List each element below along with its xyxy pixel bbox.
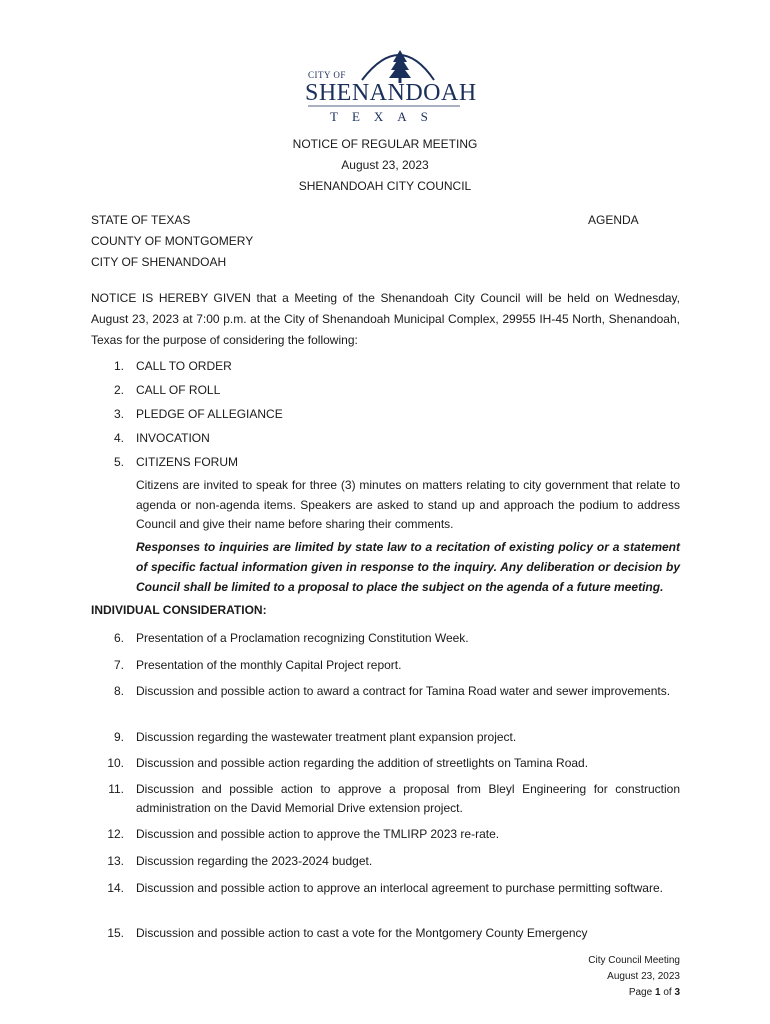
item-number: 3. (113, 407, 124, 421)
footer-page-word: Page (628, 987, 653, 998)
jurisdiction-block (91, 210, 253, 273)
item-number: 5. (113, 455, 124, 469)
item-text: Discussion and possible action to approve the TMLIRP 2023 re-rate. (136, 827, 500, 841)
item-number: 8. (113, 684, 124, 698)
item-text: CITIZENS FORUM (136, 455, 238, 469)
item-number: 12. (107, 827, 124, 841)
item-number: 15. (107, 926, 124, 940)
header-date: August 23, 2023 (341, 158, 429, 172)
item-text: Discussion regarding the 2023-2024 budget. (136, 854, 373, 868)
county-line: COUNTY OF MONTGOMERY (91, 234, 254, 248)
city-line: CITY OF SHENANDOAH (91, 255, 227, 269)
section-heading: INDIVIDUAL CONSIDERATION: (91, 603, 267, 617)
agenda-item (91, 780, 680, 817)
agenda-item (91, 728, 680, 747)
agenda-item (91, 825, 680, 844)
footer-page-current: 1 (654, 987, 661, 998)
item-text: Discussion and possible action to award a contract for Tamina Road water and sewer improvements. (136, 684, 671, 698)
item-text: CALL OF ROLL (136, 383, 221, 397)
item-number: 7. (113, 658, 124, 672)
item-number: 11. (108, 782, 124, 796)
logo-state: TEXAS (330, 109, 442, 124)
logo-city-of: CITY OF (308, 70, 346, 80)
item-text: Discussion and possible action to cast a vote for the Montgomery County Emergency (136, 926, 588, 940)
item-number: 4. (113, 431, 124, 445)
logo-city-name: SHENANDOAH (305, 80, 477, 106)
footer-date: August 23, 2023 (607, 971, 680, 982)
footer-meeting: City Council Meeting (588, 955, 680, 966)
page-footer (588, 953, 680, 1001)
agenda-item (91, 879, 680, 898)
citizens-forum-paragraph: Citizens are invited to speak for three (3) minutes on matters relating to city government that relate to agenda or non-agenda items. Speakers are asked to stand up and approach the podium to address Council and give their name before sharing their comments. (136, 478, 680, 531)
item-text: INVOCATION (136, 431, 210, 445)
agenda-label: AGENDA (588, 213, 639, 227)
item-text: Discussion and possible action to approve a proposal from Bleyl Engineering for construction administration on the David Memorial Drive extension project. (136, 782, 680, 815)
item-number: 14. (107, 881, 124, 895)
meeting-header (0, 134, 770, 197)
agenda-item (91, 405, 680, 424)
item-text: PLEDGE OF ALLEGIANCE (136, 407, 283, 421)
footer-page-number (588, 985, 680, 1001)
header-title: NOTICE OF REGULAR MEETING (292, 137, 478, 151)
item-number: 13. (107, 854, 124, 868)
item-text: Presentation of a Proclamation recognizing Constitution Week. (136, 631, 469, 645)
agenda-item (91, 682, 680, 701)
agenda-item (91, 754, 680, 773)
item-text: Discussion regarding the wastewater treatment plant expansion project. (136, 730, 517, 744)
item-text: Discussion and possible action regarding the addition of streetlights on Tamina Road. (136, 756, 589, 770)
notice-paragraph: NOTICE IS HEREBY GIVEN that a Meeting of the Shenandoah City Council will be held on Wednesday, August 23, 2023 at 7:00 p.m. at the City of Shenandoah Municipal Complex, 29955 IH-45 North, Shenandoah, Texas for the purpose of considering the following: (91, 291, 680, 347)
header-council: SHENANDOAH CITY COUNCIL (298, 179, 472, 193)
agenda-item (91, 629, 680, 648)
item-text: CALL TO ORDER (136, 359, 232, 373)
item-text: Presentation of the monthly Capital Project report. (136, 658, 402, 672)
agenda-item (91, 453, 680, 472)
footer-of-word: of (663, 987, 672, 998)
item-text: Discussion and possible action to approve an interlocal agreement to purchase permitting software. (136, 881, 663, 895)
item-number: 1. (113, 359, 124, 373)
agenda-item (91, 852, 680, 871)
agenda-item (91, 357, 680, 376)
agenda-item (91, 656, 680, 675)
footer-page-total: 3 (674, 987, 680, 998)
item-number: 10. (107, 756, 124, 770)
item-number: 6. (113, 631, 124, 645)
agenda-item (91, 381, 680, 400)
agenda-item (91, 924, 680, 943)
item-number: 9. (113, 730, 124, 744)
citizens-forum-notice: Responses to inquiries are limited by state law to a recitation of existing policy or a statement of specific factual information given in response to the inquiry. Any deliberation or decision by Council shall be limited to a proposal to place the subject on the agenda of a future meeting. (136, 540, 680, 594)
agenda-item (91, 429, 680, 448)
state-line: STATE OF TEXAS (91, 213, 191, 227)
item-number: 2. (113, 383, 124, 397)
city-logo (300, 38, 477, 126)
